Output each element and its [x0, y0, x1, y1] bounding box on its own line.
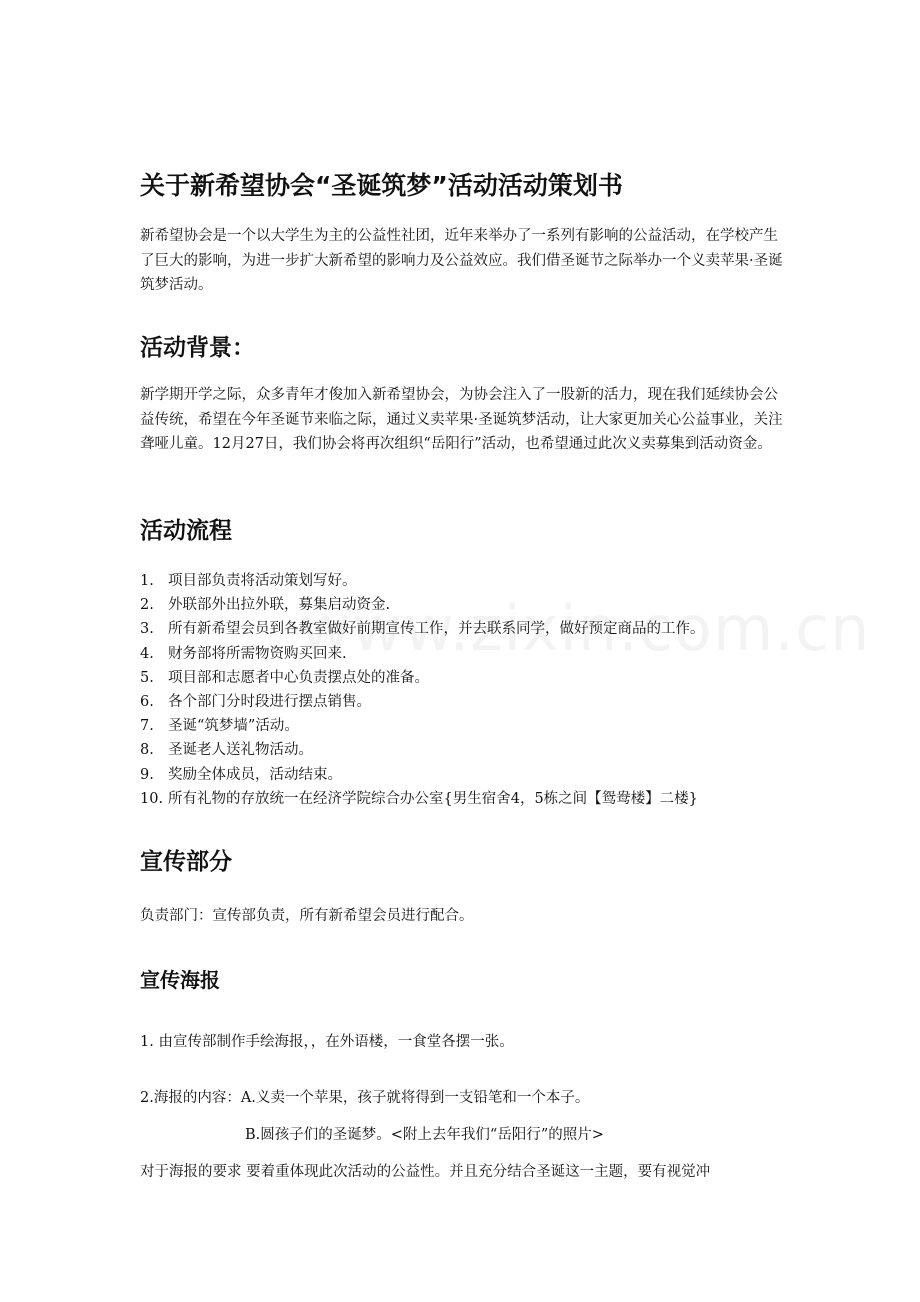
list-item: [140, 763, 800, 787]
intro-paragraph: 新希望协会是一个以大学生为主的公益性社团，近年来举办了一系列有影响的公益活动，在学校产生了巨大的影响，为进一步扩大新希望的影响力及公益效应。我们借圣诞节之际举办一个义卖苹果·圣诞筑梦活动。: [140, 228, 783, 293]
step-number: 2.: [140, 597, 154, 614]
list-item: [140, 690, 800, 714]
poster-requirement: 对于海报的要求 要着重体现此次活动的公益性。并且充分结合圣诞这一主题，要有视觉冲: [140, 1164, 711, 1180]
step-number: 7.: [140, 718, 154, 735]
list-item: [140, 569, 800, 593]
poster-item-2: 2.海报的内容：A.义卖一个苹果，孩子就将得到一支铅笔和一个本子。: [140, 1090, 590, 1106]
poster-item-2b: B.圆孩子们的圣诞梦。<附上去年我们“岳阳行”的照片>: [245, 1127, 604, 1143]
step-text: 财务部将所需物资购买回来.: [168, 645, 347, 662]
step-text: 奖励全体成员，活动结束。: [168, 766, 342, 783]
step-number: 4.: [140, 645, 154, 662]
publicity-heading: 宣传部分: [140, 849, 232, 875]
list-item: [140, 738, 800, 762]
list-item: [140, 787, 800, 811]
step-text: 所有新希望会员到各教室做好前期宣传工作，并去联系同学，做好预定商品的工作。: [168, 621, 705, 638]
step-number: 3.: [140, 621, 154, 638]
step-text: 外联部外出拉外联，募集启动资金.: [168, 597, 391, 614]
list-item: [140, 593, 800, 617]
poster-heading: 宣传海报: [140, 968, 220, 992]
step-text: 项目部和志愿者中心负责摆点处的准备。: [168, 669, 429, 686]
step-text: 圣诞“筑梦墙”活动。: [168, 718, 299, 735]
document-title: 关于新希望协会“圣诞筑梦”活动活动策划书: [140, 171, 623, 200]
step-number: 8.: [140, 742, 154, 759]
step-number: 6.: [140, 694, 154, 711]
step-number: 5.: [140, 669, 154, 686]
list-item: [140, 666, 800, 690]
publicity-paragraph: 负责部门：宣传部负责，所有新希望会员进行配合。: [140, 908, 474, 924]
step-number: 9.: [140, 766, 154, 783]
step-number: 10.: [140, 790, 164, 807]
poster-item-1: 1. 由宣传部制作手绘海报，，在外语楼，一食堂各摆一张。: [140, 1034, 514, 1050]
background-heading: 活动背景：: [140, 335, 255, 361]
step-text: 圣诞老人送礼物活动。: [168, 742, 313, 759]
step-number: 1.: [140, 573, 154, 589]
background-paragraph: 新学期开学之际，众多青年才俊加入新希望协会，为协会注入了一股新的活力，现在我们延续协会公益传统，希望在今年圣诞节来临之际，通过义卖苹果·圣诞筑梦活动，让大家更加关心公益事业，关注聋哑儿童。12月27日，我们协会将再次组织“岳阳行”活动，也希望通过此次义卖募集到活动资金。: [140, 387, 783, 452]
process-steps-list: [140, 569, 800, 811]
step-text: 所有礼物的存放统一在经济学院综合办公室{男生宿舍4，5栋之间【鸳鸯楼】二楼}: [168, 790, 698, 807]
list-item: [140, 714, 800, 738]
list-item: [140, 642, 800, 666]
process-heading: 活动流程: [140, 518, 232, 544]
step-text: 各个部门分时段进行摆点销售。: [168, 694, 371, 711]
step-text: 项目部负责将活动策划写好。: [168, 573, 357, 589]
list-item: [140, 617, 800, 641]
